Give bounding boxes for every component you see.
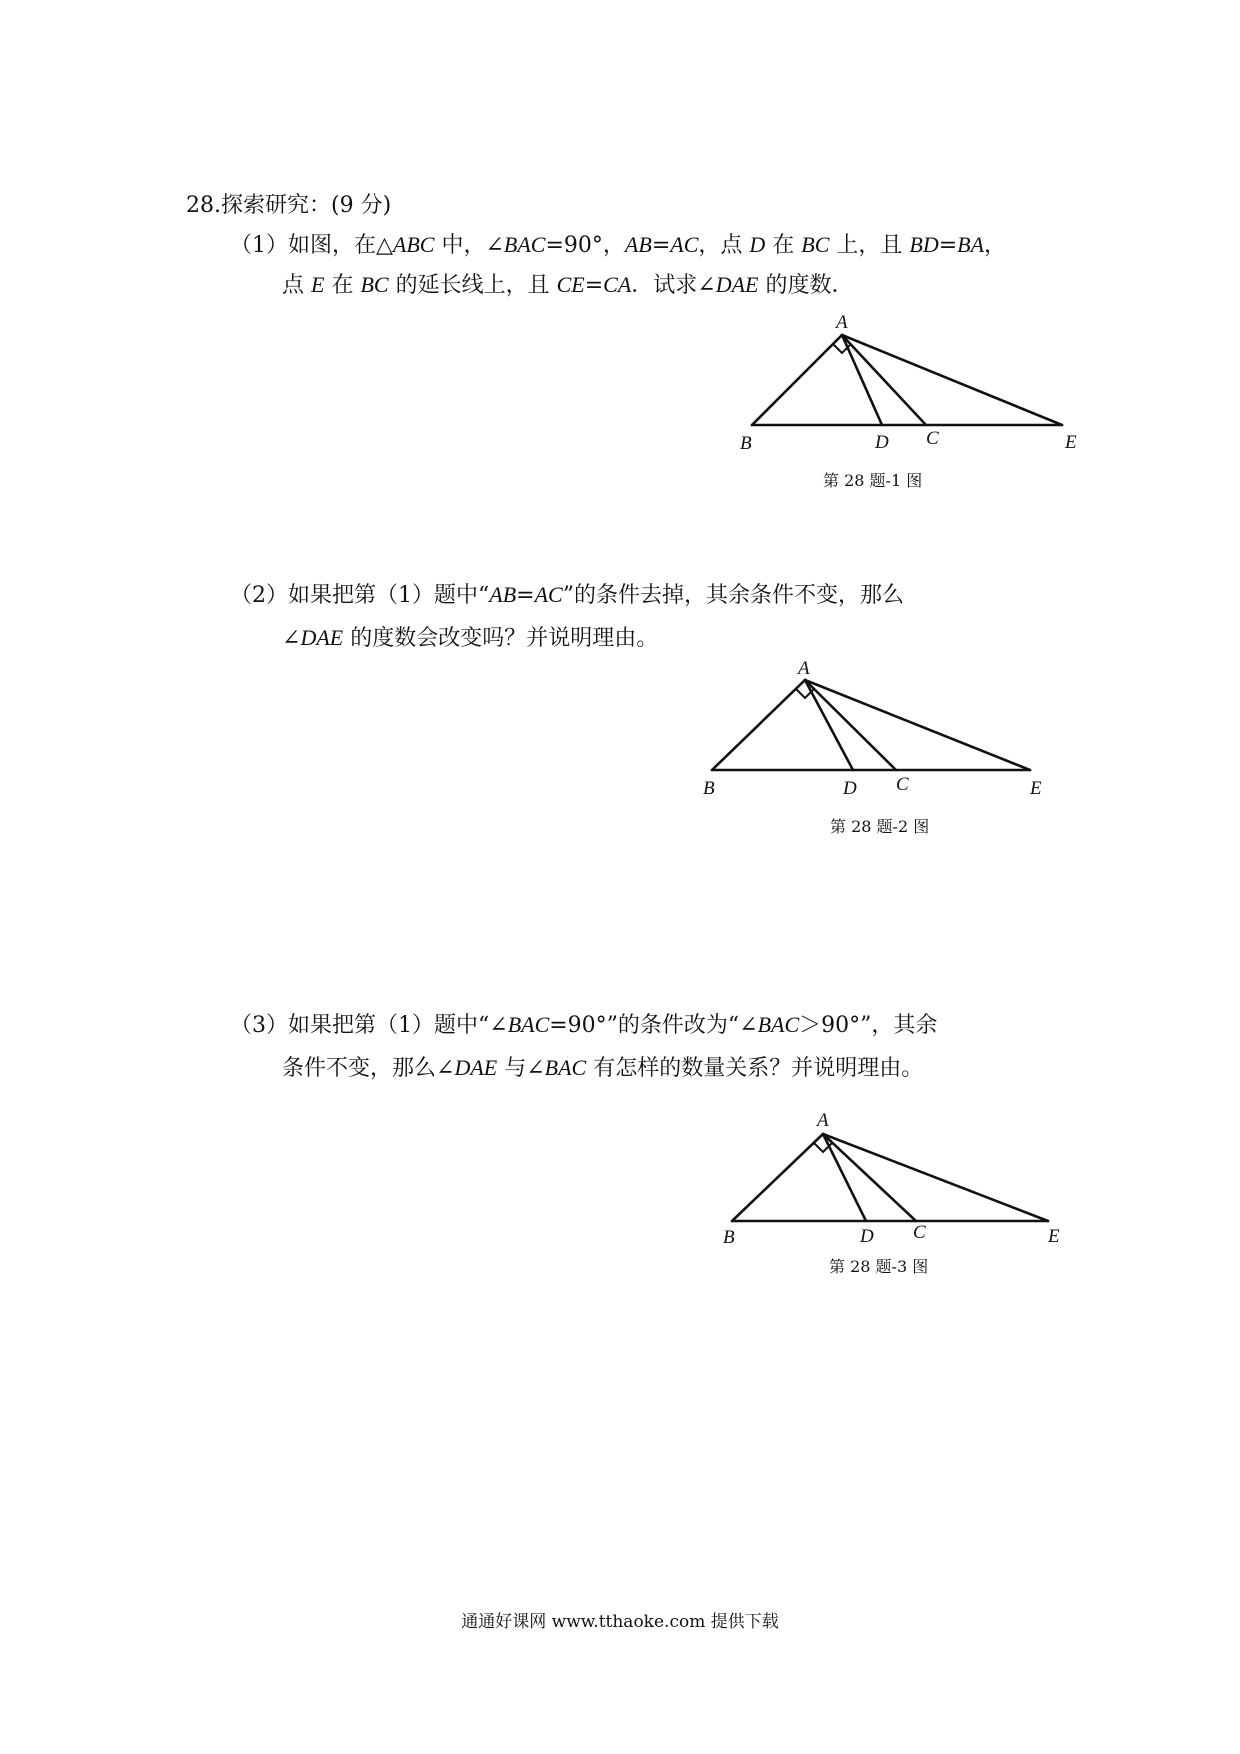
text-run: 在 bbox=[765, 233, 802, 258]
text-run: = bbox=[584, 273, 604, 298]
math-var: BA bbox=[957, 232, 985, 257]
figure-28-2 bbox=[700, 655, 1070, 845]
segment-AC bbox=[842, 335, 926, 425]
figure-caption-3: 第 28 题-3 图 bbox=[829, 1257, 929, 1276]
part2-line1 bbox=[230, 580, 904, 611]
question-heading: 探索研究：(9 分) bbox=[221, 193, 392, 218]
figure-28-1 bbox=[740, 310, 1080, 500]
math-var: AC bbox=[670, 232, 699, 257]
label-A: A bbox=[798, 658, 810, 679]
math-var: D bbox=[749, 232, 766, 257]
math-var: DAE bbox=[300, 625, 344, 650]
segment-AB bbox=[752, 335, 842, 425]
text-run: 的度数． bbox=[758, 273, 854, 298]
part1-line2 bbox=[282, 270, 853, 301]
part2-line2 bbox=[282, 623, 658, 654]
text-run: 如果把第（1）题中“ bbox=[288, 583, 490, 608]
triangle-diagram-3 bbox=[720, 1108, 1080, 1248]
math-var: BAC bbox=[503, 232, 546, 257]
part2-marker: （2） bbox=[230, 583, 288, 608]
label-C: C bbox=[926, 428, 939, 449]
math-var: BC bbox=[360, 272, 389, 297]
label-C: C bbox=[896, 774, 909, 795]
figure-28-3 bbox=[720, 1108, 1080, 1283]
text-run: ”的条件去掉，其余条件不变，那么 bbox=[562, 583, 904, 608]
label-D: D bbox=[860, 1226, 874, 1247]
math-var: DAE bbox=[454, 1055, 498, 1080]
math-var: AB bbox=[489, 582, 517, 607]
text-run: 的度数会改变吗？并说明理由。 bbox=[343, 626, 659, 651]
triangle-diagram-2 bbox=[700, 655, 1070, 805]
triangle-diagram-1 bbox=[740, 310, 1080, 460]
text-run: 如果把第（1）题中“∠ bbox=[288, 1013, 508, 1038]
text-run: 有怎样的数量关系？并说明理由。 bbox=[586, 1056, 924, 1081]
math-var: CE bbox=[556, 272, 585, 297]
text-run: 的延长线上，且 bbox=[388, 273, 557, 298]
text-run: ， bbox=[984, 233, 1007, 258]
label-E: E bbox=[1065, 432, 1077, 453]
math-var: AB bbox=[624, 232, 652, 257]
text-run: 中，∠ bbox=[434, 233, 504, 258]
text-run: 上，且 bbox=[829, 233, 910, 258]
label-E: E bbox=[1030, 778, 1042, 799]
math-var: E bbox=[311, 272, 325, 297]
math-var: BAC bbox=[757, 1012, 800, 1037]
text-run: ，点 bbox=[698, 233, 750, 258]
part1-line1 bbox=[230, 230, 1006, 261]
text-run: 条件不变，那么∠ bbox=[282, 1056, 455, 1081]
label-B: B bbox=[703, 778, 715, 799]
part1-marker: （1） bbox=[230, 233, 288, 258]
math-var: DAE bbox=[715, 272, 759, 297]
segment-AC bbox=[805, 680, 896, 770]
label-C: C bbox=[913, 1222, 926, 1243]
label-B: B bbox=[723, 1227, 735, 1248]
segment-AC bbox=[823, 1134, 916, 1221]
label-B: B bbox=[740, 433, 752, 454]
part3-marker: （3） bbox=[230, 1013, 288, 1038]
label-A: A bbox=[817, 1110, 829, 1131]
text-run: = bbox=[938, 233, 958, 258]
segment-AE bbox=[805, 680, 1030, 770]
label-D: D bbox=[875, 432, 889, 453]
label-D: D bbox=[843, 778, 857, 799]
part3-line1 bbox=[230, 1010, 937, 1041]
part3-line2 bbox=[282, 1053, 923, 1084]
text-run: ∠ bbox=[282, 626, 301, 651]
text-run: =90°， bbox=[545, 233, 625, 258]
math-var: ABC bbox=[392, 232, 435, 257]
text-run: ＞90°”，其余 bbox=[799, 1013, 938, 1038]
math-var: CA bbox=[603, 272, 632, 297]
text-run: ．试求∠ bbox=[631, 273, 716, 298]
text-run: 与∠ bbox=[497, 1056, 545, 1081]
figure-caption-1: 第 28 题-1 图 bbox=[823, 471, 923, 490]
text-run: = bbox=[651, 233, 671, 258]
text-run: 点 bbox=[282, 273, 311, 298]
segment-AE bbox=[823, 1134, 1048, 1221]
math-var: BD bbox=[909, 232, 939, 257]
label-A: A bbox=[836, 312, 848, 333]
footer-source: 通通好课网 www.tthaoke.com 提供下载 bbox=[461, 1612, 779, 1632]
text-run: 在 bbox=[324, 273, 361, 298]
label-E: E bbox=[1048, 1226, 1060, 1247]
math-var: BAC bbox=[544, 1055, 587, 1080]
segment-AB bbox=[732, 1134, 823, 1221]
figure-caption-2: 第 28 题-2 图 bbox=[830, 817, 930, 836]
math-var: BC bbox=[801, 232, 830, 257]
question-number: 28. bbox=[186, 193, 221, 218]
segment-AB bbox=[712, 680, 805, 770]
text-run: = bbox=[516, 583, 535, 608]
segment-AD bbox=[805, 680, 853, 770]
math-var: BAC bbox=[507, 1012, 550, 1037]
text-run: 如图，在△ bbox=[288, 233, 393, 258]
math-var: AC bbox=[534, 582, 563, 607]
question-title bbox=[186, 191, 391, 221]
text-run: =90°”的条件改为“∠ bbox=[549, 1013, 758, 1038]
